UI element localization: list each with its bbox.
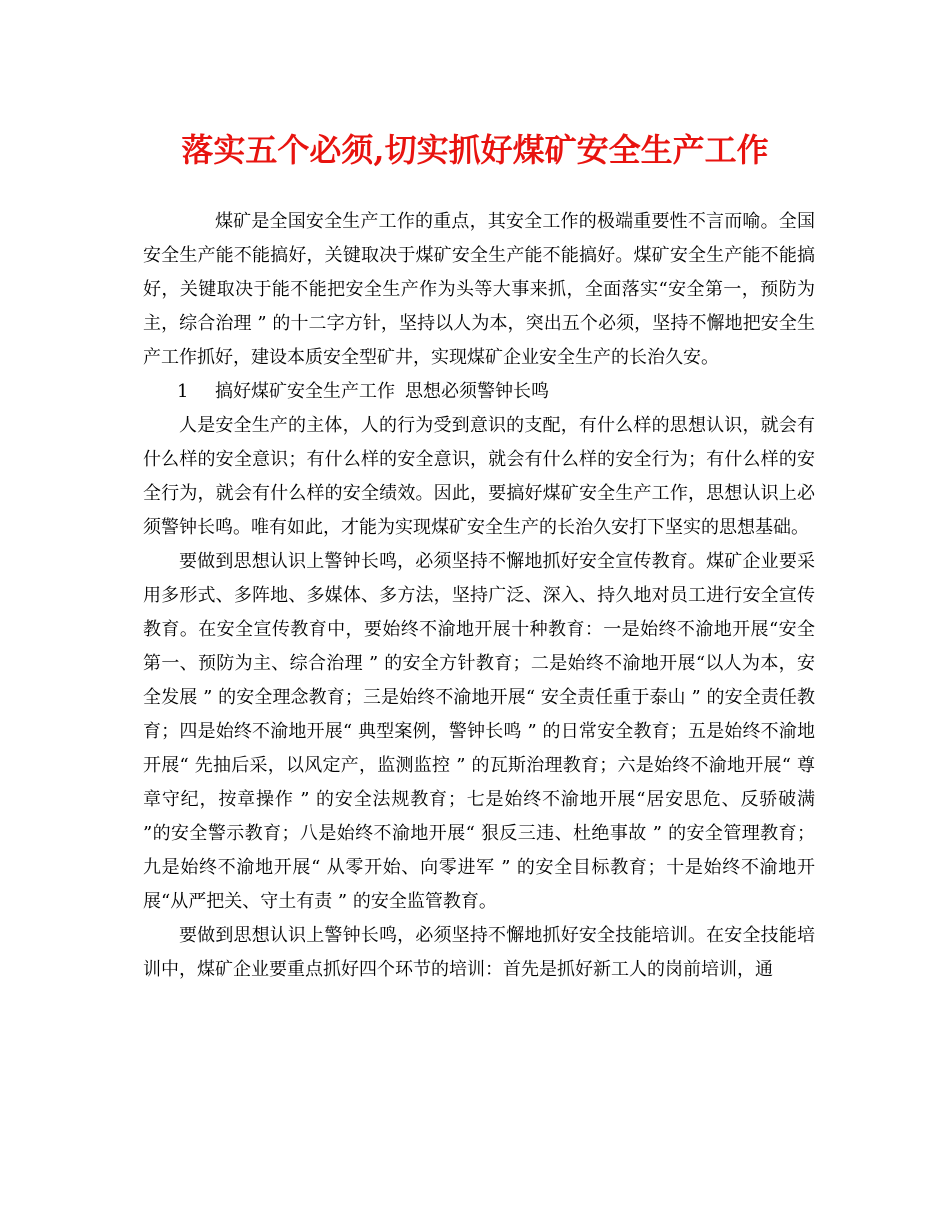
body-paragraph: 要做到思想认识上警钟长鸣，必须坚持不懈地抓好安全宣传教育。煤矿企业要采用多形式、多阵地、多媒体、多方法，坚持广泛、深入、持久地对员工进行安全宣传教育。在安全宣传教育中，要始终不渝地开展十种教育：一是始终不渝地开展“安全第一、预防为主、综合治理 ” 的安全方针教育；二是始终不渝地开展“以人为本，安全发展 ” 的安全理念教育；三是始终不渝地开展“ 安全责任重于泰山 ” 的安全责任教育；四是始终不渝地开展“ 典型案例，警钟长鸣 ” 的日常安全教育；五是始终不渝地开展“ 先抽后采，以风定产，监测监控 ” 的瓦斯治理教育；六是始终不渝地开展“ 尊章守纪，按章操作 ” 的安全法规教育；七是始终不渝地开展“居安思危、反骄破满 ”的安全警示教育；八是始终不渝地开展“ 狠反三违、杜绝事故 ” 的安全管理教育；九是始终不渝地开展“ 从零开始、向零进军 ” 的安全目标教育；十是始终不渝地开展“从严把关、守土有责 ” 的安全监管教育。 [143,551,815,912]
body-paragraph: 要做到思想认识上警钟长鸣，必须坚持不懈地抓好安全技能培训。在安全技能培训中，煤矿企业要重点抓好四个环节的培训：首先是抓好新工人的岗前培训，通 [143,925,815,980]
body-paragraph: 人是安全生产的主体，人的行为受到意识的支配，有什么样的思想认识，就会有什么样的安全意识；有什么样的安全意识，就会有什么样的安全行为；有什么样的安全行为，就会有什么样的安全绩效。因此，要搞好煤矿安全生产工作，思想认识上必须警钟长鸣。唯有如此，才能为实现煤矿安全生产的长治久安打下坚实的思想基础。 [143,415,815,538]
section-heading-part-a: 搞好煤矿安全生产工作 [215,381,395,402]
document-title: 落实五个必须,切实抓好煤矿安全生产工作 [181,131,769,169]
section-number: 1 [177,381,189,402]
section-heading [143,375,815,409]
intro-paragraph: 煤矿是全国安全生产工作的重点，其安全工作的极端重要性不言而喻。全国安全生产能不能搞好，关键取决于煤矿安全生产能不能搞好。煤矿安全生产能不能搞好，关键取决于能不能把安全生产作为头等大事来抓，全面落实“安全第一，预防为主，综合治理 ” 的十二字方针，坚持以人为本，突出五个必须，坚持不懈地把安全生产工作抓好，建设本质安全型矿井，实现煤矿企业安全生产的长治久安。 [143,211,815,368]
section-heading-part-b: 思想必须警钟长鸣 [405,381,549,402]
document-body [143,205,815,987]
